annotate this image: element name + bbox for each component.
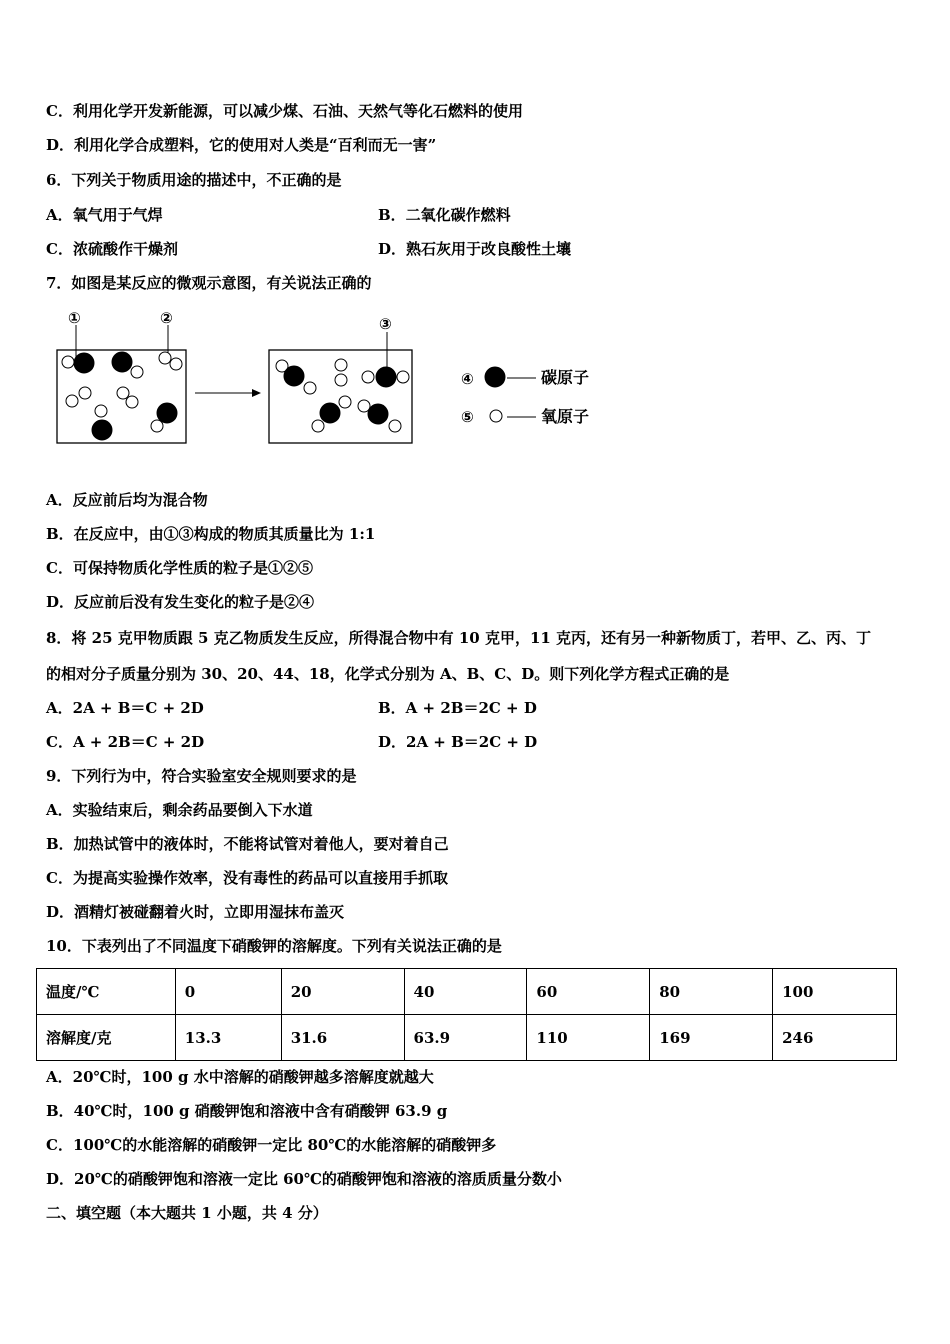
q7-stem: 7．如图是某反应的微观示意图，有关说法正确的 bbox=[46, 274, 372, 292]
table-cell: 80 bbox=[650, 969, 773, 1015]
section-2-title: 二、填空题（本大题共 1 小题，共 4 分） bbox=[46, 1204, 328, 1222]
q9-option-a: A．实验结束后，剩余药品要倒入下水道 bbox=[46, 801, 313, 819]
reaction-diagram bbox=[40, 300, 620, 460]
table-cell: 温度/℃ bbox=[37, 969, 176, 1015]
oxygen-atom bbox=[339, 396, 351, 408]
label-4: ④ bbox=[461, 370, 474, 388]
table-cell: 13.3 bbox=[175, 1015, 281, 1061]
oxygen-atom bbox=[389, 420, 401, 432]
table-cell: 31.6 bbox=[281, 1015, 404, 1061]
table-cell: 60 bbox=[527, 969, 650, 1015]
carbon-atom bbox=[320, 403, 340, 423]
oxygen-atom bbox=[159, 352, 171, 364]
q9-option-d: D．酒精灯被碰翻着火时，立即用湿抹布盖灭 bbox=[46, 903, 345, 921]
q8-option-d: D．2A + B＝2C + D bbox=[378, 733, 538, 751]
legend-carbon-atom bbox=[485, 367, 505, 387]
oxygen-atom bbox=[95, 405, 107, 417]
oxygen-atom bbox=[79, 387, 91, 399]
legend-oxygen-label: 氧原子 bbox=[541, 407, 590, 426]
oxygen-atom bbox=[312, 420, 324, 432]
q7-option-a: A．反应前后均为混合物 bbox=[46, 491, 208, 509]
q8-option-b: B．A + 2B＝2C + D bbox=[378, 699, 537, 717]
oxygen-atom bbox=[62, 356, 74, 368]
carbon-atom bbox=[368, 404, 388, 424]
table-cell: 0 bbox=[175, 969, 281, 1015]
carbon-atom bbox=[157, 403, 177, 423]
carbon-atom bbox=[376, 367, 396, 387]
q10-stem: 10．下表列出了不同温度下硝酸钾的溶解度。下列有关说法正确的是 bbox=[46, 937, 502, 955]
oxygen-atom bbox=[304, 382, 316, 394]
legend-carbon-label: 碳原子 bbox=[541, 368, 590, 387]
q9-stem: 9．下列行为中，符合实验室安全规则要求的是 bbox=[46, 767, 357, 785]
oxygen-atom bbox=[131, 366, 143, 378]
q7-option-c: C．可保持物质化学性质的粒子是①②⑤ bbox=[46, 559, 313, 577]
q8-stem-line1: 8．将 25 克甲物质跟 5 克乙物质发生反应，所得混合物中有 10 克甲，11 克丙，还有另一种新物质丁，若甲、乙、丙、丁 bbox=[46, 629, 872, 647]
label-2: ② bbox=[160, 309, 173, 327]
q10-option-d: D．20℃的硝酸钾饱和溶液一定比 60℃的硝酸钾饱和溶液的溶质质量分数小 bbox=[46, 1170, 562, 1188]
oxygen-atom bbox=[170, 358, 182, 370]
table-cell: 169 bbox=[650, 1015, 773, 1061]
carbon-atom bbox=[74, 353, 94, 373]
oxygen-atom bbox=[335, 359, 347, 371]
legend-oxygen-atom bbox=[490, 410, 502, 422]
arrow-head bbox=[252, 389, 261, 397]
oxygen-atom bbox=[66, 395, 78, 407]
label-1: ① bbox=[68, 309, 81, 327]
q7-option-d: D．反应前后没有发生变化的粒子是②④ bbox=[46, 593, 315, 611]
q8-option-c: C．A + 2B＝C + 2D bbox=[46, 733, 205, 751]
table-cell: 40 bbox=[404, 969, 527, 1015]
q5-option-c: C．利用化学开发新能源，可以减少煤、石油、天然气等化石燃料的使用 bbox=[46, 102, 523, 120]
oxygen-atom bbox=[397, 371, 409, 383]
label-5: ⑤ bbox=[461, 408, 474, 426]
oxygen-atom bbox=[151, 420, 163, 432]
carbon-atom bbox=[92, 420, 112, 440]
q6-option-d: D．熟石灰用于改良酸性土壤 bbox=[378, 240, 572, 258]
oxygen-atom bbox=[335, 374, 347, 386]
q8-stem-line2: 的相对分子质量分别为 30、20、44、18，化学式分别为 A、B、C、D。则下列化学方程式正确的是 bbox=[46, 665, 730, 683]
table-row-solubility bbox=[37, 1015, 897, 1061]
table-cell: 100 bbox=[773, 969, 897, 1015]
oxygen-atom bbox=[117, 387, 129, 399]
q7-option-b: B．在反应中，由①③构成的物质其质量比为 1:1 bbox=[46, 525, 376, 543]
q8-option-a: A．2A + B＝C + 2D bbox=[46, 699, 204, 717]
carbon-atom bbox=[284, 366, 304, 386]
q6-stem: 6．下列关于物质用途的描述中，不正确的是 bbox=[46, 171, 342, 189]
q10-option-c: C．100℃的水能溶解的硝酸钾一定比 80℃的水能溶解的硝酸钾多 bbox=[46, 1136, 497, 1154]
oxygen-atom bbox=[362, 371, 374, 383]
solubility-table bbox=[36, 968, 897, 1061]
q6-option-b: B．二氧化碳作燃料 bbox=[378, 206, 511, 224]
q9-option-b: B．加热试管中的液体时，不能将试管对着他人，要对着自己 bbox=[46, 835, 449, 853]
q10-option-b: B．40℃时，100 g 硝酸钾饱和溶液中含有硝酸钾 63.9 g bbox=[46, 1102, 448, 1120]
oxygen-atom bbox=[126, 396, 138, 408]
table-row-temperature bbox=[37, 969, 897, 1015]
q6-option-c: C．浓硫酸作干燥剂 bbox=[46, 240, 178, 258]
oxygen-atom bbox=[358, 400, 370, 412]
table-cell: 溶解度/克 bbox=[37, 1015, 176, 1061]
q6-option-a: A．氧气用于气焊 bbox=[46, 206, 163, 224]
q9-option-c: C．为提高实验操作效率，没有毒性的药品可以直接用手抓取 bbox=[46, 869, 448, 887]
table-cell: 110 bbox=[527, 1015, 650, 1061]
q5-option-d: D．利用化学合成塑料，它的使用对人类是“百利而无一害” bbox=[46, 136, 437, 154]
table-cell: 63.9 bbox=[404, 1015, 527, 1061]
label-3: ③ bbox=[379, 315, 392, 333]
carbon-atom bbox=[112, 352, 132, 372]
q10-option-a: A．20℃时，100 g 水中溶解的硝酸钾越多溶解度就越大 bbox=[46, 1068, 434, 1086]
table-cell: 20 bbox=[281, 969, 404, 1015]
table-cell: 246 bbox=[773, 1015, 897, 1061]
